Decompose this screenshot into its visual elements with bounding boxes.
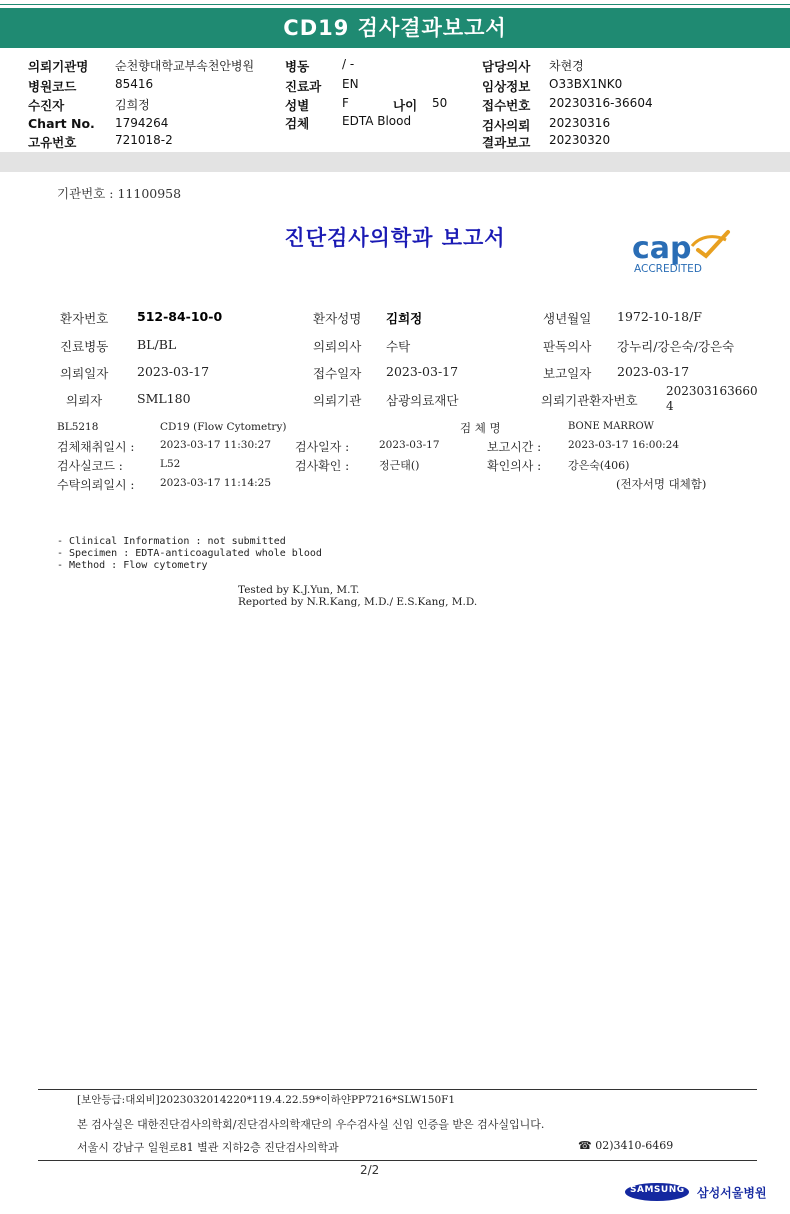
test-code: BL5218	[57, 421, 99, 433]
label-report-time: 보고시간 :	[487, 440, 542, 454]
value-unique-no: 721018-2	[115, 133, 173, 147]
label-test-date: 검사일자 :	[295, 440, 350, 454]
label-confirm-doctor: 확인의사 :	[487, 459, 542, 473]
value-specimen: EDTA Blood	[342, 114, 412, 128]
cap-logo-icon	[630, 228, 740, 278]
page-title: CD19 검사결과보고서	[0, 8, 790, 48]
value-ward: / -	[342, 57, 355, 71]
label-report-date: 결과보고	[482, 135, 531, 150]
brand-en: SAMSUNG	[630, 1185, 685, 1195]
value-outsource-time: 2023-03-17 11:14:25	[160, 477, 272, 489]
label-reading-doctor: 판독의사	[543, 339, 592, 354]
label-report-date-2: 보고일자	[543, 366, 592, 381]
brand-ko: 삼성서울병원	[697, 1186, 767, 1200]
value-receipt-date: 2023-03-17	[386, 364, 459, 379]
note-clinical-info: - Clinical Information : not submitted	[57, 536, 286, 547]
label-institution-patient-no: 의뢰기관환자번호	[541, 393, 638, 408]
value-test-date: 2023-03-17	[379, 439, 440, 451]
value-collection-time: 2023-03-17 11:30:27	[160, 439, 272, 451]
label-receipt-date: 접수일자	[313, 366, 362, 381]
label-patient-name: 환자성명	[313, 311, 362, 326]
note-specimen: - Specimen : EDTA-anticoagulated whole blood	[57, 548, 322, 559]
label-requesting-institution: 의뢰기관	[313, 393, 362, 408]
label-lab-code: 검사실코드 :	[57, 459, 123, 473]
cap-accredited-logo	[630, 228, 740, 278]
label-specimen: 검체	[285, 116, 310, 131]
note-method: - Method : Flow cytometry	[57, 560, 208, 571]
value-reading-doctor: 강누리/강은숙/강은숙	[617, 339, 735, 354]
label-patient-no: 환자번호	[60, 311, 109, 326]
label-outsource-time: 수탁의뢰일시 :	[57, 478, 135, 492]
value-patient-name: 김희정	[386, 311, 423, 326]
label-sex: 성별	[285, 98, 310, 113]
e-signature-note: (전자서명 대체함)	[616, 477, 707, 491]
label-unique-no: 고유번호	[28, 135, 77, 150]
label-requesting-doctor: 의뢰의사	[313, 339, 362, 354]
value-patient: 김희정	[115, 98, 150, 112]
value-patient-no: 512-84-10-0	[137, 309, 223, 324]
svg-text:cap: cap	[632, 231, 692, 266]
tested-by: Tested by K.J.Yun, M.T.	[238, 584, 360, 596]
institution-number: 기관번호 : 11100958	[57, 186, 182, 201]
value-chart-no: 1794264	[115, 116, 169, 130]
label-receipt-no: 접수번호	[482, 98, 531, 113]
value-request-date: 20230316	[549, 116, 611, 130]
top-rule	[0, 4, 790, 5]
label-age: 나이	[393, 98, 418, 113]
test-name: CD19 (Flow Cytometry)	[160, 421, 287, 433]
label-dept: 진료과	[285, 79, 322, 94]
value-birth-date: 1972-10-18/F	[617, 309, 702, 324]
certification-note: 본 검사실은 대한진단검사의학회/진단검사의학재단의 우수검사실 신임 인증을 받은 검사실입니다.	[77, 1118, 545, 1131]
value-receipt-no: 20230316-36604	[549, 96, 653, 110]
value-test-check: 정근태()	[379, 459, 420, 472]
footer-bottom-rule	[38, 1160, 757, 1161]
label-clinical-info: 임상정보	[482, 79, 531, 94]
value-request-date-2: 2023-03-17	[137, 364, 210, 379]
footer-top-rule	[38, 1089, 757, 1090]
label-collection-time: 검체채취일시 :	[57, 440, 135, 454]
label-institution: 의뢰기관명	[28, 59, 89, 74]
value-requester: SML180	[137, 391, 191, 406]
label-request-date-2: 의뢰일자	[60, 366, 109, 381]
label-birth-date: 생년월일	[543, 311, 592, 326]
value-lab-code: L52	[160, 458, 181, 470]
value-report-date-2: 2023-03-17	[617, 364, 690, 379]
report-title: 진단검사의학과 보고서	[284, 226, 506, 250]
value-ward-2: BL/BL	[137, 337, 177, 352]
value-hospital-code: 85416	[115, 77, 154, 91]
report-document	[0, 172, 790, 1214]
label-chart-no: Chart No.	[28, 116, 95, 131]
value-institution: 순천향대학교부속천안병원	[115, 59, 255, 73]
value-doctor: 차현경	[549, 59, 584, 73]
specimen-value: BONE MARROW	[568, 421, 654, 432]
page-number: 2/2	[360, 1163, 380, 1177]
label-ward: 병동	[285, 59, 310, 74]
lab-phone: ☎ 02)3410-6469	[578, 1139, 674, 1152]
value-institution-patient-no-2: 4	[666, 399, 674, 413]
label-ward-2: 진료병동	[60, 339, 109, 354]
separator-band	[0, 152, 790, 172]
value-report-time: 2023-03-17 16:00:24	[568, 439, 680, 451]
label-test-check: 검사확인 :	[295, 459, 350, 473]
value-requesting-doctor: 수탁	[386, 339, 411, 354]
value-report-date: 20230320	[549, 133, 611, 147]
lab-address: 서울시 강남구 일원로81 별관 지하2층 진단검사의학과	[77, 1141, 339, 1154]
specimen-label: 검 체 명	[460, 421, 501, 435]
value-clinical-info: O33BX1NK0	[549, 77, 623, 91]
value-dept: EN	[342, 77, 359, 91]
value-institution-patient-no: 202303163660	[666, 384, 758, 398]
svg-text:ACCREDITED: ACCREDITED	[634, 263, 702, 275]
reported-by: Reported by N.R.Kang, M.D./ E.S.Kang, M.D.	[238, 596, 478, 608]
samsung-hospital-logo	[624, 1182, 767, 1204]
label-requester: 의뢰자	[66, 393, 103, 408]
value-requesting-institution: 삼광의료재단	[386, 393, 459, 408]
value-confirm-doctor: 강은숙(406)	[568, 459, 630, 472]
label-patient: 수진자	[28, 98, 65, 113]
label-hospital-code: 병원코드	[28, 79, 77, 94]
label-doctor: 담당의사	[482, 59, 531, 74]
value-age: 50	[432, 96, 448, 110]
security-line: [보안등급:대외비]2023032014220*119.4.22.59*이하얀PP7216*SLW150F1	[77, 1094, 456, 1106]
value-sex: F	[342, 96, 349, 110]
label-request-date: 검사의뢰	[482, 118, 531, 133]
